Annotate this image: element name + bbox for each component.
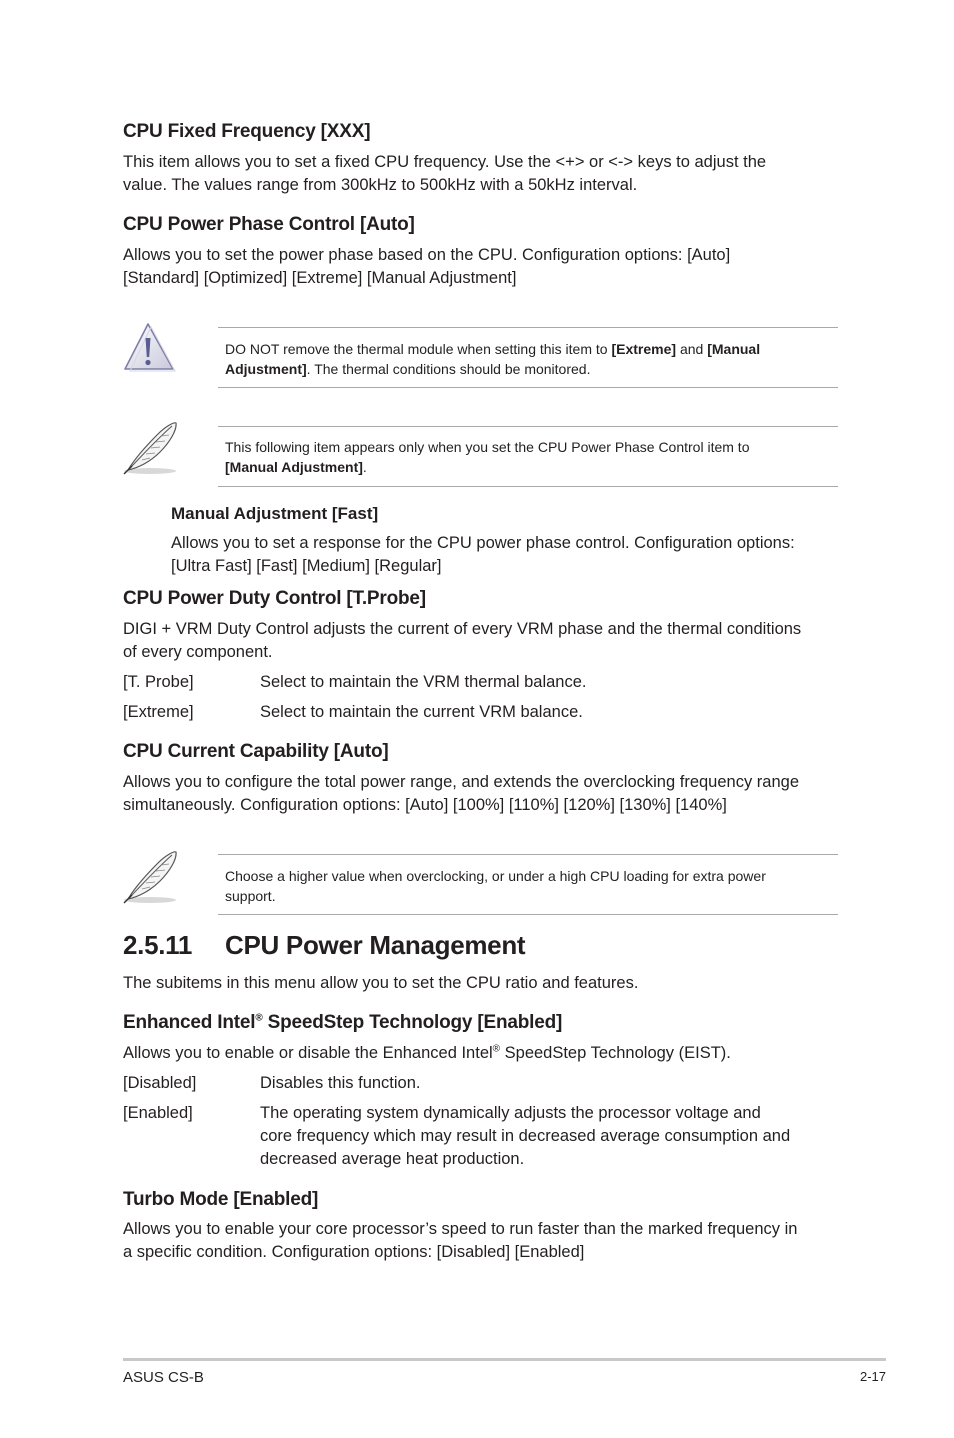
- duty-control-description: [123, 618, 843, 664]
- note2-bottom-rule: [218, 914, 838, 915]
- note1-text: [225, 437, 830, 477]
- section-title-fixed-frequency: CPU Fixed Frequency [XXX]: [123, 121, 371, 142]
- warning-top-rule: [218, 327, 838, 328]
- eist-title-part: Enhanced Intel: [123, 1012, 256, 1033]
- note2-top-rule: [218, 854, 838, 855]
- warning-bottom-rule: [218, 387, 838, 388]
- note2-line-1: Choose a higher value when overclocking, or under a high CPU loading for extra power: [225, 868, 766, 884]
- eist-option-desc: [260, 1102, 840, 1171]
- warning-icon: [122, 321, 176, 373]
- section-title-current-capability: CPU Current Capability [Auto]: [123, 741, 389, 762]
- subsection-title-manual-adjustment: Manual Adjustment [Fast]: [171, 504, 379, 523]
- phase-control-line-1: Allows you to set the power phase based on the CPU. Configuration options: [Auto]: [123, 246, 731, 264]
- eist-title-part: SpeedStep Technology [Enabled]: [262, 1012, 563, 1033]
- duty-option-key: [T. Probe]: [123, 673, 194, 691]
- feather-note-icon: [120, 420, 180, 478]
- section-title-duty-control: CPU Power Duty Control [T.Probe]: [123, 588, 426, 609]
- note2-line-2: support.: [225, 888, 276, 904]
- phase-control-description: [123, 244, 843, 290]
- note1-bottom-rule: [218, 486, 838, 487]
- section-title-eist: [123, 1012, 562, 1034]
- warning-emphasis-extreme: [Extreme]: [611, 341, 677, 357]
- duty-option-desc: Select to maintain the current VRM balance.: [260, 703, 583, 721]
- turbo-mode-description: [123, 1218, 843, 1264]
- eist-enabled-line-2: core frequency which may result in decreased average consumption and: [260, 1127, 791, 1145]
- warning-text: [225, 339, 830, 379]
- warning-text-part: DO NOT remove the thermal module when setting this item to: [225, 341, 612, 357]
- page-number: 2-17: [859, 1369, 886, 1384]
- chapter-title: CPU Power Management: [225, 930, 526, 960]
- turbo-mode-line-2: a specific condition. Configuration options: [Disabled] [Enabled]: [123, 1243, 585, 1261]
- footer-rule: [123, 1358, 886, 1361]
- duty-control-line-2: of every component.: [123, 643, 273, 661]
- eist-description: [123, 1042, 731, 1065]
- fixed-frequency-description: [123, 151, 843, 197]
- duty-control-line-1: DIGI + VRM Duty Control adjusts the current of every VRM phase and the thermal conditions: [123, 620, 802, 638]
- note1-text-part: .: [362, 459, 367, 475]
- turbo-mode-line-1: Allows you to enable your core processor’s speed to run faster than the marked frequency in: [123, 1220, 798, 1238]
- note1-line-1: This following item appears only when you set the CPU Power Phase Control item to: [225, 439, 750, 455]
- eist-option-key: [Enabled]: [123, 1104, 193, 1122]
- warning-emphasis-adjustment: Adjustment]: [225, 361, 307, 377]
- note2-text: [225, 866, 830, 906]
- eist-enabled-line-1: The operating system dynamically adjusts the processor voltage and: [260, 1104, 761, 1122]
- eist-body-part: Allows you to enable or disable the Enhanced Intel: [123, 1044, 493, 1062]
- manual-adjustment-line-2: [Ultra Fast] [Fast] [Medium] [Regular]: [171, 557, 442, 575]
- footer-product-name: ASUS CS-B: [123, 1369, 204, 1386]
- section-title-phase-control: CPU Power Phase Control [Auto]: [123, 214, 415, 235]
- feather-note-icon: [120, 849, 180, 907]
- registered-mark: ®: [255, 1012, 263, 1024]
- note1-emphasis: [Manual Adjustment]: [225, 459, 363, 475]
- warning-emphasis-manual: [Manual: [707, 341, 761, 357]
- duty-option-key: [Extreme]: [123, 703, 194, 721]
- note1-top-rule: [218, 426, 838, 427]
- current-capability-description: [123, 771, 843, 817]
- phase-control-line-2: [Standard] [Optimized] [Extreme] [Manual Adjustment]: [123, 269, 517, 287]
- fixed-frequency-line-1: This item allows you to set a fixed CPU frequency. Use the <+> or <-> keys to adjust the: [123, 153, 767, 171]
- current-capability-line-1: Allows you to configure the total power range, and extends the overclocking frequency range: [123, 773, 799, 791]
- manual-adjustment-line-1: Allows you to set a response for the CPU power phase control. Configuration options:: [171, 534, 795, 552]
- eist-enabled-line-3: decreased average heat production.: [260, 1150, 525, 1168]
- eist-option-desc: Disables this function.: [260, 1074, 421, 1092]
- current-capability-line-2: simultaneously. Configuration options: [Auto] [100%] [110%] [120%] [130%] [140%]: [123, 796, 727, 814]
- chapter-number: 2.5.11: [123, 930, 193, 960]
- eist-option-key: [Disabled]: [123, 1074, 197, 1092]
- duty-option-desc: Select to maintain the VRM thermal balance.: [260, 673, 587, 691]
- section-title-turbo-mode: Turbo Mode [Enabled]: [123, 1189, 319, 1210]
- fixed-frequency-line-2: value. The values range from 300kHz to 500kHz with a 50kHz interval.: [123, 176, 638, 194]
- warning-text-part: and: [676, 341, 708, 357]
- warning-text-part: . The thermal conditions should be monitored.: [306, 361, 591, 377]
- registered-mark: ®: [492, 1043, 501, 1055]
- eist-body-part: SpeedStep Technology (EIST).: [500, 1044, 731, 1062]
- chapter-intro: The subitems in this menu allow you to set the CPU ratio and features.: [123, 974, 639, 992]
- manual-adjustment-description: [171, 532, 841, 578]
